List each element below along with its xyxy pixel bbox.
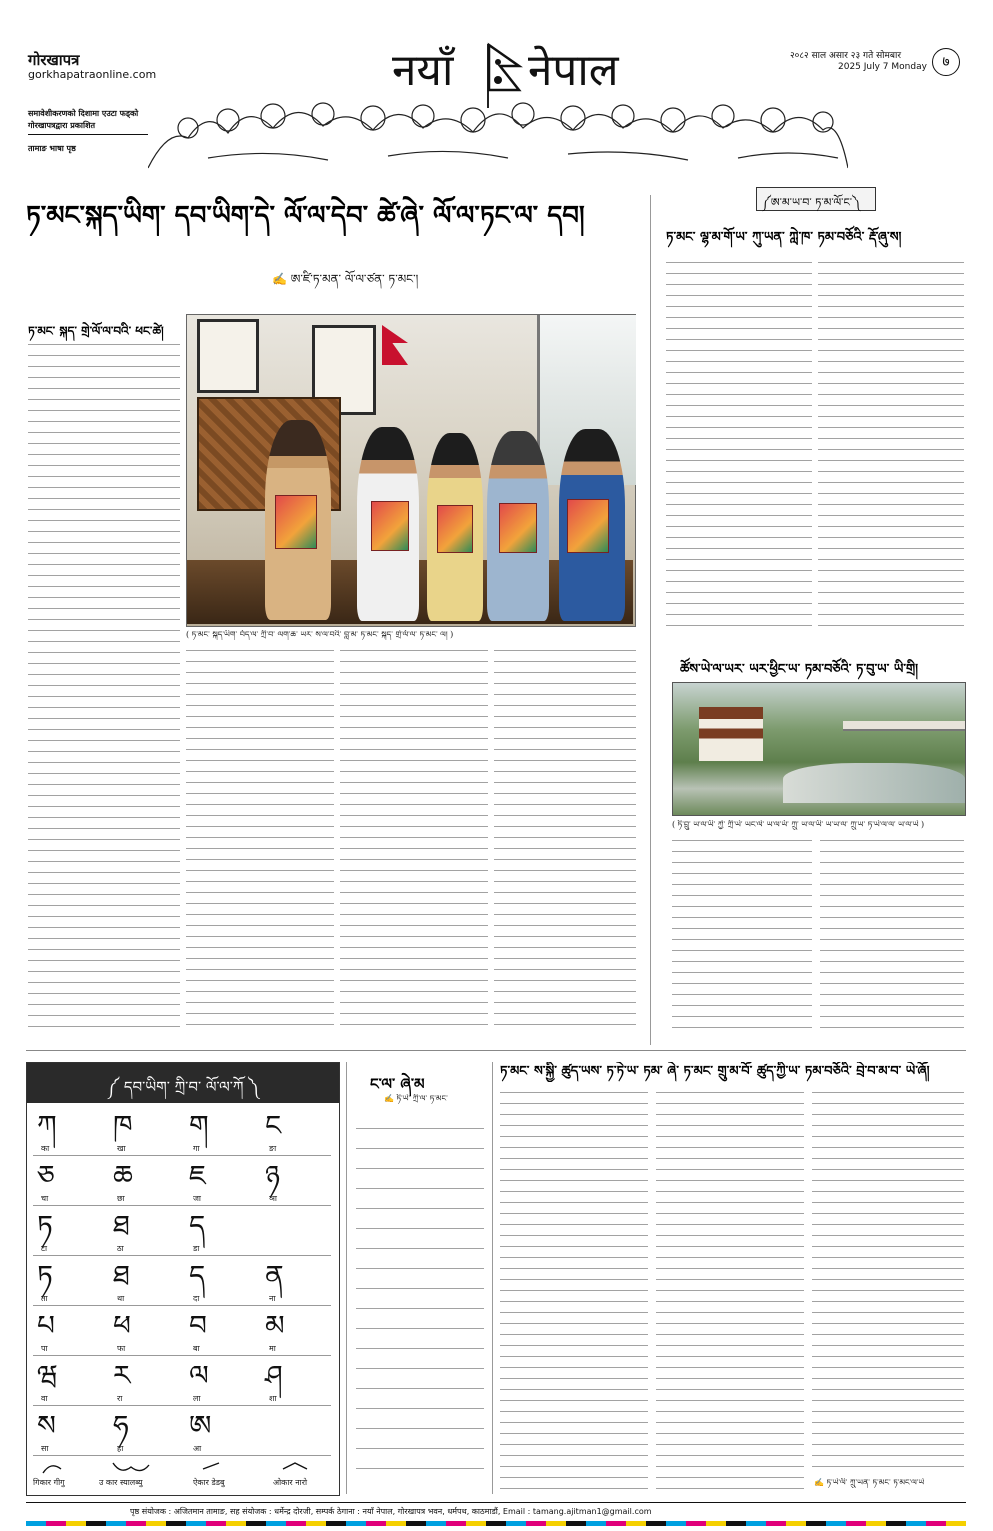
alphabet-letter-label: फा (117, 1344, 126, 1353)
alphabet-letter: ཏ (37, 1209, 53, 1242)
alphabet-letter-label: खा (117, 1144, 126, 1153)
tagline-rule (28, 134, 148, 135)
wall-flag (382, 325, 408, 365)
vowel-label-3: ऐकार डेडबु (193, 1478, 225, 1487)
lead-photo (186, 314, 636, 627)
book-2 (371, 501, 409, 551)
bottom-text-column-2 (656, 1092, 804, 1492)
lead-byline: ✍ ཨ་ཛི་ཏ་མན་ ལོ་ལ་ཙན་ ཏ་མང་། (272, 272, 419, 286)
vowel-label-1: गिकार गीगु (33, 1478, 65, 1487)
alphabet-letter: ས (37, 1409, 56, 1442)
alphabet-letter: ར (113, 1359, 131, 1392)
alphabet-letter: ད (189, 1259, 206, 1292)
book-4 (499, 503, 537, 553)
masthead (0, 0, 993, 170)
poem-author: ✍ ཏི་ཡེ་ ཀྲི་ལ་ ཏ་མང་ (384, 1094, 448, 1103)
alphabet-letter: ཇ (189, 1159, 207, 1192)
alphabet-letter-label: का (41, 1144, 50, 1153)
alphabet-letter-label: वा (41, 1394, 48, 1403)
poem-lines (356, 1118, 484, 1488)
alphabet-row-divider (33, 1155, 331, 1156)
side-photo-caption: ( ཏི་བྲུ་ ཡ་ལ་ཡི་ ཀྱེ་ ཀྲི་ཡེ་ ཡང་ལེ་ ཡ་ལ་ཡོ་ ཀྲུ་ ཡ་ལ་ཡི་ ཡ་ཡ་ལ་ ཀྲུ་ཡ་ ཏ་ཡེ་ལ་ལ་ ཡ་ལ་ཡེ ) (672, 820, 925, 829)
alphabet-letter: ཕ (113, 1309, 131, 1342)
lead-headline: ཏ་མང་སྐད་ཡིག་ དབ་ཡིག་དེ་ ལོ་ལ་དེབ་ ཚེ་ཞེ་ ལོ་ལ་ཏང་ལ་ དབ། (26, 201, 585, 231)
alphabet-letter: ཐ (113, 1209, 130, 1242)
bottom-author: ✍ ཏ་ཡེ་ལི་ ཀྲུ་ཡན་ ཏ་མང་ ཏ་མང་ལ་ཡེ (814, 1478, 925, 1487)
section-rule (26, 1050, 966, 1051)
alphabet-letter: ལ (189, 1359, 209, 1392)
alphabet-letter-label: आ (193, 1444, 202, 1453)
vowel-marks (33, 1459, 333, 1477)
alphabet-letter: ན (265, 1259, 284, 1292)
alphabet-row-divider (33, 1205, 331, 1206)
side-headline: ཏ་མང་ ལྷ་མ་གོ་ཡ་ ཀུ་ཡན་ ཀླེ་ཁ་ ཏམ་བཅོའི་ རྡོ་ཞུ་ས། (666, 230, 902, 245)
side-text-column-2 (818, 262, 964, 634)
alphabet-letter-label: ला (193, 1394, 201, 1403)
alphabet-row-divider (33, 1255, 331, 1256)
side-second-headline: ཚོས་ཡེ་ལ་ཡར་ ཡར་ཕྱིང་ཡ་ ཏམ་བཅོའི་ ཏ་བུ་ཡ་ ཡི་གྲི། (680, 662, 919, 677)
alphabet-letter: ཀ (37, 1109, 57, 1142)
temple (699, 707, 763, 761)
alphabet-row-divider (33, 1355, 331, 1356)
alphabet-letter: ཅ (37, 1159, 55, 1192)
alphabet-letter: ད (189, 1209, 206, 1242)
date-nepali: २०८२ साल असार २३ गते सोमबार (790, 51, 902, 61)
alphabet-letter-label: चा (41, 1194, 49, 1203)
page-number: ७ (942, 54, 950, 70)
side-text-column-1 (666, 262, 812, 634)
vowel-row (33, 1459, 333, 1489)
bridge (843, 721, 965, 731)
title-left: नयाँ (392, 45, 454, 96)
paper-name: गोरखापत्र (28, 51, 80, 69)
alphabet-letter-label: डा (193, 1244, 200, 1253)
bottom-text-column-1 (500, 1092, 648, 1492)
book-3 (437, 505, 473, 553)
bottom-text-column-3 (812, 1092, 964, 1472)
side-kicker: ༼ཨ་མ་ཡ་བ་ ཏ་མ་ལོ་ང་༽ (762, 196, 860, 209)
alphabet-letter-label: मा (269, 1344, 276, 1353)
alphabet-letter: ག (189, 1109, 209, 1142)
alphabet-letter-label: रा (117, 1394, 123, 1403)
alphabet-letter-label: था (117, 1294, 125, 1303)
alphabet-letter-label: जा (193, 1194, 202, 1203)
nepal-flag-icon (486, 42, 524, 108)
alphabet-box (26, 1062, 340, 1496)
vowel-label-4: ओकार नारो (273, 1478, 308, 1487)
lead-photo-caption: ( ཏ་མང་ སྐད་ཡིག་ བོད་ལ་ ཀྲི་བ་ ལག་ཆ་ ཡར་ ས་ལ་བའི་ བླ་མ་ ཏ་མང་ སྐད་ གྲེ་ལོ་ལ་ ཏ་མང་ ལ། ) (186, 630, 454, 639)
alphabet-row-divider (33, 1305, 331, 1306)
alphabet-letter-label: ञा (269, 1194, 278, 1203)
alphabet-letter: ཉ (265, 1159, 280, 1192)
footer-rule (26, 1502, 966, 1503)
alphabet-letter: བ (189, 1309, 207, 1342)
alphabet-letter: པ (37, 1309, 55, 1342)
tagline-line2: गोरखापत्रद्वारा प्रकाशित (28, 121, 96, 130)
alphabet-row-divider (33, 1455, 331, 1456)
alphabet-letter: ཧ (113, 1409, 129, 1442)
portrait-frame-1 (197, 319, 259, 393)
alphabet-letter: ཝ (37, 1359, 58, 1392)
side-text-column-4 (820, 840, 964, 1030)
vowel-label-2: उ कार स्यालब्यु (99, 1478, 143, 1487)
alphabet-letter: མ (265, 1309, 285, 1342)
bottom-headline: ཏ་མང་ ས་སྐྱི་ ཚུད་ཡས་ ཏ་ཏེ་ཡ་ ཏམ་ ཞེ་ ཏ་མང་ གྲུ་མ་བོ་ ཚུད་ཀྱི་ཡ་ ཏམ་བཅོའི་ བྲེ་བ་མ་བ་ ཡེ་ཞོ། (500, 1064, 930, 1079)
date-english: 2025 July 7 Monday (838, 62, 927, 72)
page-number-badge (932, 48, 960, 76)
river-water (783, 763, 965, 803)
lead-text-column-1 (28, 344, 180, 1034)
alphabet-row-divider (33, 1405, 331, 1406)
page-column-divider (650, 195, 651, 1045)
alphabet-letter-label: ता (41, 1294, 48, 1303)
book-1 (275, 495, 317, 549)
alphabet-letter: ཨ (189, 1409, 212, 1442)
tagline-line1: समावेशीकरणको दिशामा एउटा फड्को (28, 109, 139, 118)
alphabet-letter-label: ठा (117, 1244, 124, 1253)
side-photo (672, 682, 966, 816)
alphabet-letter: ཐ (113, 1259, 130, 1292)
alphabet-title: ༼ དབ་ཡིག་ ཀྲི་བ་ ལོ་ལ་ཀོ ༽ (107, 1078, 259, 1096)
side-text-column-3 (672, 840, 812, 1030)
alphabet-letter-label: बा (193, 1344, 200, 1353)
section-label: तामाङ भाषा पृष्ठ (28, 144, 76, 153)
alphabet-letter-label: पा (41, 1344, 48, 1353)
alphabet-letter-label: ङा (269, 1144, 277, 1153)
alphabet-letter-label: दा (193, 1294, 200, 1303)
poem-right-rule (492, 1062, 493, 1494)
alphabet-letter: ཏ (37, 1259, 53, 1292)
alphabet-letter: ང (265, 1109, 282, 1142)
footer-credits: पृष्ठ संयोजक : अजितमान तामाङ, सह संयोजक : धर्मेन्द्र दोरजी, सम्पर्क ठेगाना : नयाँ नेपाल, गोरखापत्र भवन, धर्मपथ, काठमाडौं, Email : tamang.ajitman1@gmail.com (130, 1507, 652, 1516)
alphabet-letter: ཆ (113, 1159, 133, 1192)
alphabet-letter-label: हा (117, 1444, 124, 1453)
website: gorkhapatraonline.com (28, 68, 157, 81)
lead-sub-headline: ཏ་མང་ སྐད་ གྲེ་ལོ་ལ་བའི་ ཕང་ཚེ། (28, 324, 164, 338)
lead-text-column-4 (494, 650, 636, 1032)
lead-text-column-3 (340, 650, 488, 1032)
alphabet-letter: ཁ (113, 1109, 133, 1142)
book-5 (567, 499, 609, 553)
alphabet-letter-label: टा (41, 1244, 48, 1253)
poem-title: ང་ལ་ ཞེ་མ (370, 1075, 425, 1093)
lead-text-column-2 (186, 650, 334, 1032)
alphabet-letter-label: गा (193, 1144, 200, 1153)
poem-left-rule (346, 1062, 347, 1494)
alphabet-letter: ཤ (265, 1359, 283, 1392)
title-right: नेपाल (528, 45, 619, 96)
alphabet-letter-label: शा (269, 1394, 277, 1403)
alphabet-letter-label: छा (117, 1194, 125, 1203)
print-color-bar (26, 1521, 966, 1526)
alphabet-letter-label: सा (41, 1444, 49, 1453)
alphabet-letter-label: ना (269, 1294, 276, 1303)
